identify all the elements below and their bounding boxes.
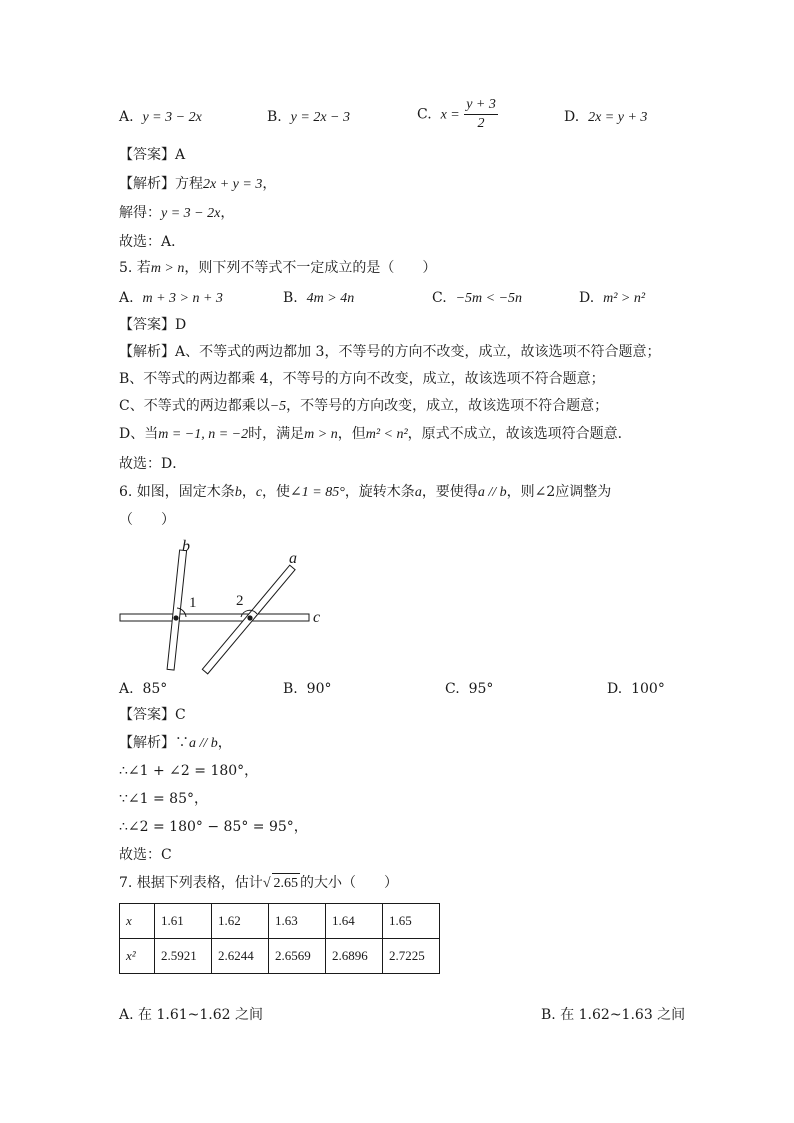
table-cell: 2.5921 — [155, 939, 212, 974]
q6-solution-4: ∴∠2 = 180° − 85° = 95°， — [119, 819, 308, 835]
q4-analysis-line-2: 解得：y = 3 − 2x， — [119, 205, 235, 221]
q6-solution-1: 【解析】∵a // b， — [119, 735, 232, 751]
table-cell: 2.6569 — [269, 939, 326, 974]
q6-option-b: B. 90° — [283, 681, 332, 697]
q6-option-c: C. 95° — [445, 681, 494, 697]
table-cell: 1.64 — [326, 904, 383, 939]
q5-question: 5. 若m > n，则下列不等式不一定成立的是（ ） — [119, 260, 437, 276]
q4-option-d: D. 2x = y + 3 — [564, 109, 648, 125]
table-cell: 1.62 — [212, 904, 269, 939]
q5-analysis-b: B、不等式的两边都乘 4，不等号的方向不改变，成立，故该选项不符合题意； — [119, 371, 605, 387]
q6-solution-2: ∴∠1 + ∠2 = 180°， — [119, 763, 259, 779]
q6-solution-conclusion: 故选：C — [119, 847, 172, 863]
q5-analysis-conclusion: 故选：D． — [119, 456, 187, 472]
q5-option-d: D. m² > n² — [579, 290, 646, 306]
q5-option-c: C. −5m < −5n — [432, 290, 523, 306]
q5-option-b: B. 4m > 4n — [283, 290, 355, 306]
table-cell: 2.7225 — [383, 939, 440, 974]
q7-option-b: B. 在 1.62~1.63 之间 — [541, 1007, 686, 1023]
table-cell: 1.65 — [383, 904, 440, 939]
q4-option-a-expr: y = 3 − 2x — [142, 110, 202, 125]
strip-c — [120, 614, 309, 621]
q7-table — [119, 903, 440, 974]
q4-option-d-expr: 2x = y + 3 — [588, 110, 648, 125]
q5-analysis-c: C、不等式的两边都乘以−5，不等号的方向改变，成立，故该选项不符合题意； — [119, 398, 609, 414]
q5-option-a: A. m + 3 > n + 3 — [119, 290, 223, 306]
q4-option-a: A. y = 3 − 2x — [119, 109, 202, 125]
q7-question: 7. 根据下列表格，估计√ 2.65 的大小（ ） — [119, 873, 398, 894]
q6-option-d: D. 100° — [607, 681, 665, 697]
label-a: a — [289, 550, 297, 567]
pivot-a-c — [247, 615, 252, 620]
q5-analysis-a: 【解析】A、不等式的两边都加 3，不等号的方向不改变，成立，故该选项不符合题意； — [119, 344, 661, 360]
q6-question-bracket: （ ） — [119, 512, 175, 528]
q6-question: 6. 如图，固定木条b，c，使∠1 = 85°，旋转木条a，要使得a // b，则∠2应调整为 — [119, 484, 612, 500]
q5-answer: 【答案】D — [119, 317, 187, 333]
q7-option-a: A. 在 1.61~1.62 之间 — [119, 1007, 263, 1023]
q6-solution-3: ∵∠1 = 85°， — [119, 791, 208, 807]
q4-analysis-line-3: 故选：A． — [119, 234, 186, 250]
label-angle-1: 1 — [189, 595, 197, 611]
table-cell: 2.6896 — [326, 939, 383, 974]
table-row — [120, 939, 440, 974]
q6-answer: 【答案】C — [119, 707, 186, 723]
q4-analysis-line-1: 【解析】方程2x + y = 3， — [119, 176, 277, 192]
table-cell: 1.61 — [155, 904, 212, 939]
q6-option-a: A. 85° — [119, 681, 168, 697]
q4-option-b-expr: y = 2x − 3 — [290, 110, 350, 125]
label-angle-2: 2 — [236, 593, 244, 609]
table-cell: 1.63 — [269, 904, 326, 939]
q4-answer: 【答案】A — [119, 147, 186, 163]
strip-b — [167, 550, 187, 670]
table-row — [120, 904, 440, 939]
q4-option-c: C. x = $\frac{y + 3}{2}$ — [417, 97, 496, 131]
q5-analysis-d: D、当m = −1, n = −2时，满足m > n，但m² < n²，原式不成立，故该选项符合题意． — [119, 426, 632, 442]
q4-option-c-fraction: $\frac{y + 3}{2}$ — [466, 97, 496, 131]
q6-figure — [110, 535, 340, 675]
q7-radicand: 2.65 — [272, 873, 301, 894]
q4-option-b: B. y = 2x − 3 — [267, 109, 350, 125]
pivot-b-c — [173, 615, 178, 620]
table-header-x: x — [120, 904, 155, 939]
table-cell: 2.6244 — [212, 939, 269, 974]
table-header-x-squared: x² — [120, 939, 155, 974]
label-b: b — [182, 538, 190, 555]
label-c: c — [313, 609, 321, 626]
